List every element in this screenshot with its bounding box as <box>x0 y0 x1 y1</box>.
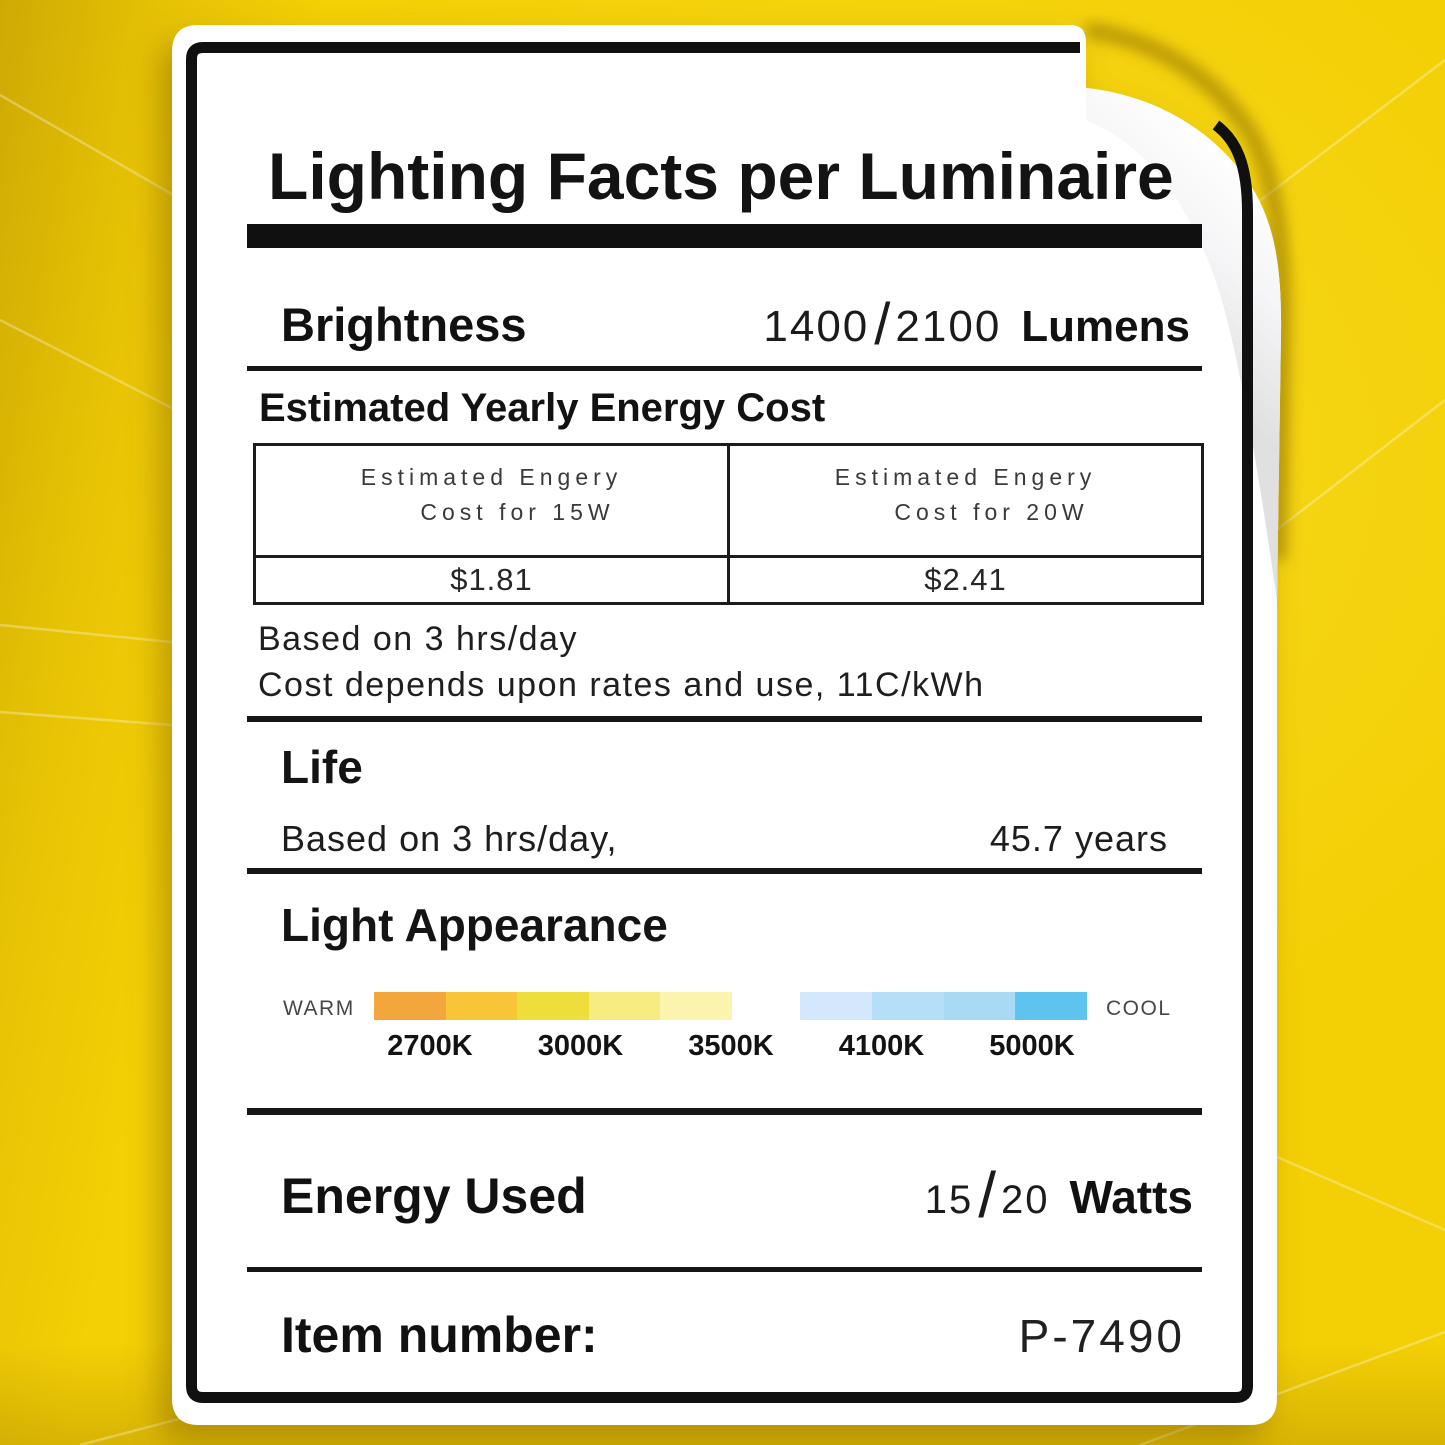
temperature-label: 3500K <box>688 1030 774 1062</box>
cost-column-15w <box>256 446 730 602</box>
brightness-value-high: 2100 <box>895 302 1002 351</box>
warm-swatch <box>660 992 732 1020</box>
energy-cost-note-2: Cost depends upon rates and use, 11C/kWh <box>258 666 985 704</box>
warm-bar <box>374 992 732 1020</box>
energy-cost-note-1: Based on 3 hrs/day <box>258 620 578 658</box>
brightness-value-low: 1400 <box>763 302 870 351</box>
energy-used-value-high: 20 <box>1000 1178 1050 1222</box>
warm-label: WARM <box>283 997 355 1020</box>
brightness-unit: Lumens <box>1021 302 1190 351</box>
energy-used-separator: / <box>978 1159 996 1231</box>
energy-used-value-low: 15 <box>924 1178 974 1222</box>
temperature-label: 5000K <box>989 1030 1075 1062</box>
warm-swatch <box>517 992 589 1020</box>
cost-header-15w-line2: Cost for 15W <box>420 499 615 525</box>
cost-value-20w: $2.41 <box>924 562 1007 597</box>
brightness-row <box>281 288 1190 355</box>
warm-swatch <box>589 992 661 1020</box>
title-divider-bar <box>247 224 1202 248</box>
cost-header-20w <box>730 446 1201 558</box>
temperature-label: 2700K <box>387 1030 473 1062</box>
energy-used-heading: Energy Used <box>281 1168 587 1224</box>
cool-label: COOL <box>1106 997 1172 1020</box>
energy-used-row <box>281 1154 1193 1231</box>
item-number-heading: Item number: <box>281 1307 598 1363</box>
cool-bar <box>800 992 1087 1020</box>
divider-light-appearance <box>247 868 1202 874</box>
life-row <box>281 818 1168 860</box>
divider-item-number <box>247 1267 1202 1272</box>
warm-swatch <box>446 992 518 1020</box>
life-value: 45.7 years <box>989 818 1168 859</box>
cost-header-20w-line1: Estimated Engery <box>834 464 1097 490</box>
cost-column-20w <box>730 446 1201 602</box>
cost-header-15w <box>256 446 727 558</box>
temperature-label: 3000K <box>537 1030 624 1062</box>
energy-used-unit: Watts <box>1069 1171 1193 1223</box>
cool-swatch <box>872 992 944 1020</box>
cost-value-15w: $1.81 <box>450 562 533 597</box>
cool-swatch <box>1015 992 1087 1020</box>
temperature-label: 4100K <box>838 1030 925 1062</box>
light-appearance-heading: Light Appearance <box>281 899 668 951</box>
divider-energy-used <box>247 1108 1202 1115</box>
energy-cost-table <box>253 443 1204 605</box>
item-number-row <box>281 1306 1185 1364</box>
brightness-heading: Brightness <box>281 298 527 351</box>
cost-header-20w-line2: Cost for 20W <box>894 499 1089 525</box>
temperature-labels <box>374 1030 1088 1063</box>
divider-brightness <box>247 366 1202 371</box>
energy-cost-heading: Estimated Yearly Energy Cost <box>259 386 826 430</box>
life-basis: Based on 3 hrs/day, <box>281 818 618 859</box>
cool-swatch <box>944 992 1016 1020</box>
cost-header-15w-line1: Estimated Engery <box>360 464 623 490</box>
brightness-separator: / <box>874 292 891 357</box>
divider-life <box>247 716 1202 722</box>
warm-swatch <box>374 992 446 1020</box>
item-number-value: P-7490 <box>1018 1310 1185 1362</box>
life-heading: Life <box>281 741 363 793</box>
label-title: Lighting Facts per Luminaire <box>268 139 1174 213</box>
cool-swatch <box>800 992 872 1020</box>
